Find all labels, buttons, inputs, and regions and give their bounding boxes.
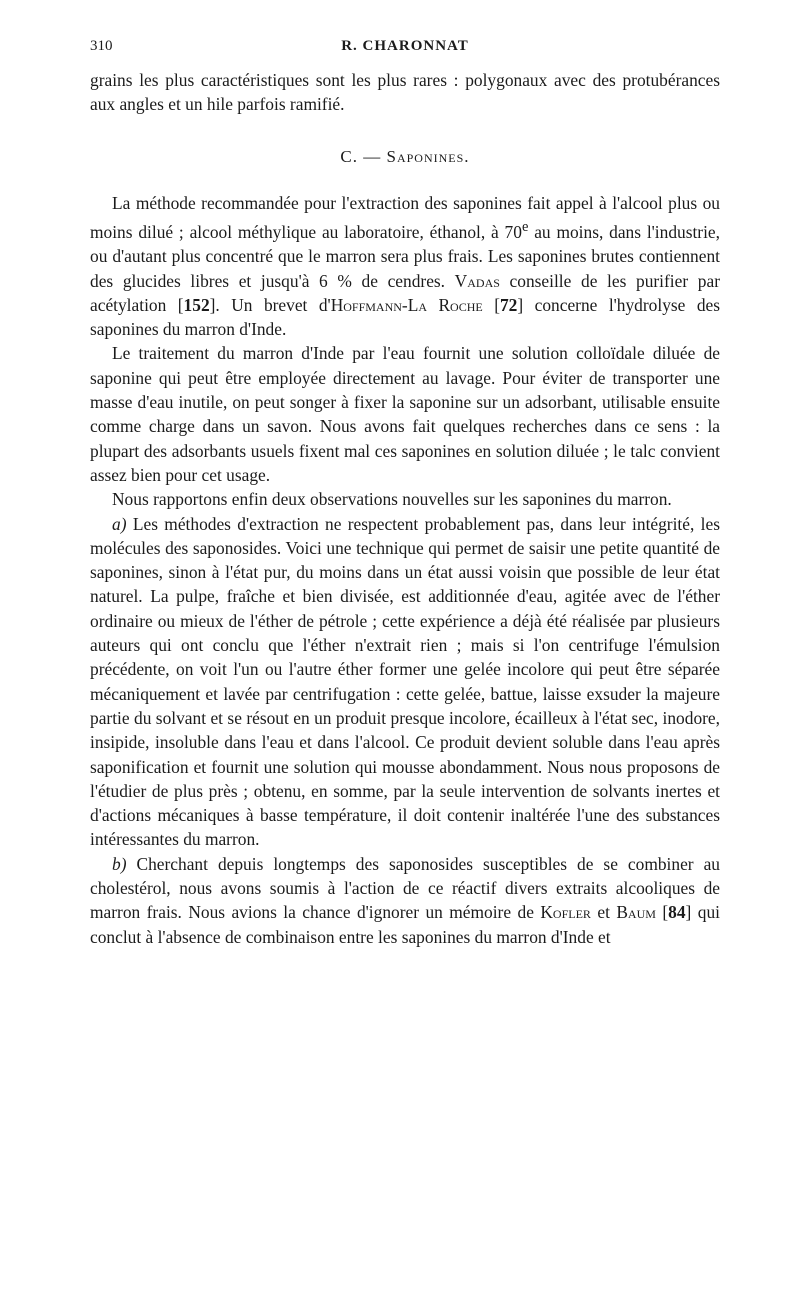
page-body bbox=[90, 68, 720, 949]
section-title bbox=[90, 145, 720, 169]
paragraph-observation-b bbox=[90, 852, 720, 949]
observation-a-text: Les méthodes d'extraction ne respectent probablement pas, dans leur intégrité, les molécules des saponosides. Voici une technique qui permet de saisir une petite quantité de saponines, sinon à l'état pur, du moins dans un état aussi voisin que possible de leur état naturel. La pulpe, fraîche et bien divisée, est additionnée d'eau, agitée avec de l'éther ordinaire ou mieux de l'éther de pétrole ; cette expérience a déjà été réalisée par plusieurs auteurs qui ont conclu que l'éther n'extrait rien ; mais si l'on centrifuge l'émulsion précédente, on voit l'un ou l'autre éther former une gelée incolore qui peut être séparée mécaniquement et lavée par centrifugation : cette gelée, battue, laisse exsuder la majeure partie du solvant et se résout en un produit presque incolore, écailleux à l'état sec, inodore, insipide, insoluble dans l'eau et dans l'alcool. Ce produit devient soluble dans l'eau après saponification et fournit une solution qui mousse abondamment. Nous nous proposons de l'étudier de plus près ; obtenu, en somme, par la seule intervention de solvants inertes et d'actions mécaniques à basse température, il doit contenir inaltérée l'une des substances intéressantes du marron. bbox=[90, 513, 720, 850]
paragraph-observation-a bbox=[90, 512, 720, 852]
page-header bbox=[90, 38, 720, 60]
paragraph-observations-intro: Nous rapportons enfin deux observations nouvelles sur les saponines du marron. bbox=[112, 489, 672, 510]
p5-text-1: Cherchant depuis longtemps des saponosides susceptibles de se combiner au cholestérol, nous avons soumis à l'action de ce réactif divers extraits alcooliques de marron frais. Nous avions la chance d'ignorer un mémoire de bbox=[90, 853, 720, 923]
p5-text-2: et bbox=[590, 902, 617, 923]
author-hoffmann-la-roche: Hoffmann-La Roche bbox=[330, 294, 483, 315]
paragraph-extraction-method bbox=[90, 191, 720, 342]
author-kofler: Kofler bbox=[540, 902, 591, 923]
p1-text-3: conseille de les purifier par acétylation [ bbox=[90, 270, 720, 315]
p5-text-4: ] qui conclut à l'absence de combinaison entre les saponines du marron d'Inde et bbox=[90, 902, 720, 947]
paragraph-water-treatment: Le traitement du marron d'Inde par l'eau fournit une solution colloïdale diluée de saponine qui peut être employée directement au lavage. Pour éviter de transporter une masse d'eau inutile, on peut songer à fixer la saponine sur un adsorbant, utilisable ensuite comme charge dans un savon. Nous avons fait quelques recherches dans ce sens : la plupart des adsorbants usuels fixent mal ces saponines en solution diluée ; le talc convient assez bien pour cet usage. bbox=[90, 343, 720, 485]
reference-72: 72 bbox=[499, 294, 518, 315]
p1-text-1: La méthode recommandée pour l'extraction des saponines fait appel à l'alcool plus ou moins dilué ; alcool méthylique au laboratoire, éthanol, à 70 bbox=[90, 192, 720, 242]
p1-superscript: e bbox=[521, 219, 529, 236]
p5-text-3: [ bbox=[655, 902, 669, 923]
observation-b-label: b) bbox=[112, 853, 127, 874]
section-title-text: C. — Saponines. bbox=[340, 146, 470, 166]
paragraph-continuation: grains les plus caractéristiques sont les plus rares : polygonaux avec des protubérances aux angles et un hile parfois ramifié. bbox=[90, 70, 720, 115]
p1-text-4: ]. Un brevet d' bbox=[209, 294, 331, 315]
p1-text-6: ] concerne l'hydrolyse des saponines du marron d'Inde. bbox=[90, 294, 721, 340]
page-number: 310 bbox=[90, 38, 113, 54]
p1-text-5: [ bbox=[482, 294, 500, 315]
reference-152: 152 bbox=[183, 294, 210, 315]
author-vadas: Vadas bbox=[454, 270, 500, 291]
observation-a-label: a) bbox=[112, 513, 127, 534]
author-baum: Baum bbox=[616, 902, 656, 923]
running-head: R. CHARONNAT bbox=[341, 38, 469, 54]
reference-84: 84 bbox=[668, 902, 686, 923]
p1-text-2: au moins, dans l'industrie, ou d'autant plus concentré que le marron sera plus frais. Les saponines brutes contiennent des glucides libres et jusqu'à 6 % de cendres. bbox=[90, 221, 720, 291]
